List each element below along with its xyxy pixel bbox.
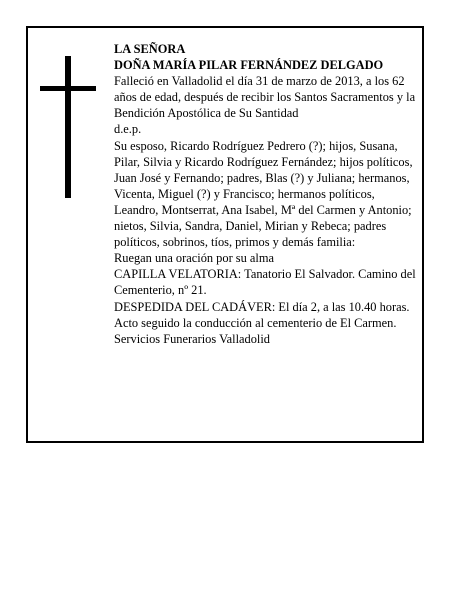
- notice-header: LA SEÑORA: [114, 42, 186, 56]
- cross-vertical-bar: [65, 56, 71, 198]
- chapel-info: CAPILLA VELATORIA: Tanatorio El Salvador. Camino del Cementerio, nº 21.: [114, 267, 416, 298]
- cross-icon: [40, 56, 96, 198]
- obituary-notice: [26, 26, 424, 443]
- prayer-request: Ruegan una oración por su alma: [114, 251, 274, 266]
- family-list: Su esposo, Ricardo Rodríguez Pedrero (?); hijos, Susana, Pilar, Silvia y Ricardo Rodríguez Fernández; hijos políticos, Juan José y Fernando; padres, Blas (?) y Juliana; hermanos, Vicenta, Miguel (?) y Francisco; hermanos políticos, Leandro, Montserrat, Ana Isabel, Mª del Carmen y Antonio; nietos, Silvia, Sandra, Daniel, Mirian y Rebeca; padres políticos, sobrinos, tíos, primos y demás familia:: [114, 138, 413, 250]
- funeral-services: Servicios Funerarios Valladolid: [114, 331, 271, 346]
- cross-horizontal-bar: [40, 86, 96, 91]
- notice-body: [114, 41, 420, 347]
- deceased-name: DOÑA MARÍA PILAR FERNÁNDEZ DELGADO: [114, 58, 384, 73]
- farewell-info: DESPEDIDA DEL CADÁVER: El día 2, a las 10.40 horas. Acto seguido la conducción al cementerio de El Carmen.: [114, 299, 410, 330]
- rip-abbreviation: d.e.p.: [114, 122, 142, 137]
- death-info: Falleció en Valladolid el día 31 de marzo de 2013, a los 62 años de edad, después de recibir los Santos Sacramentos y la Bendición Apostólica de Su Santidad: [114, 74, 416, 121]
